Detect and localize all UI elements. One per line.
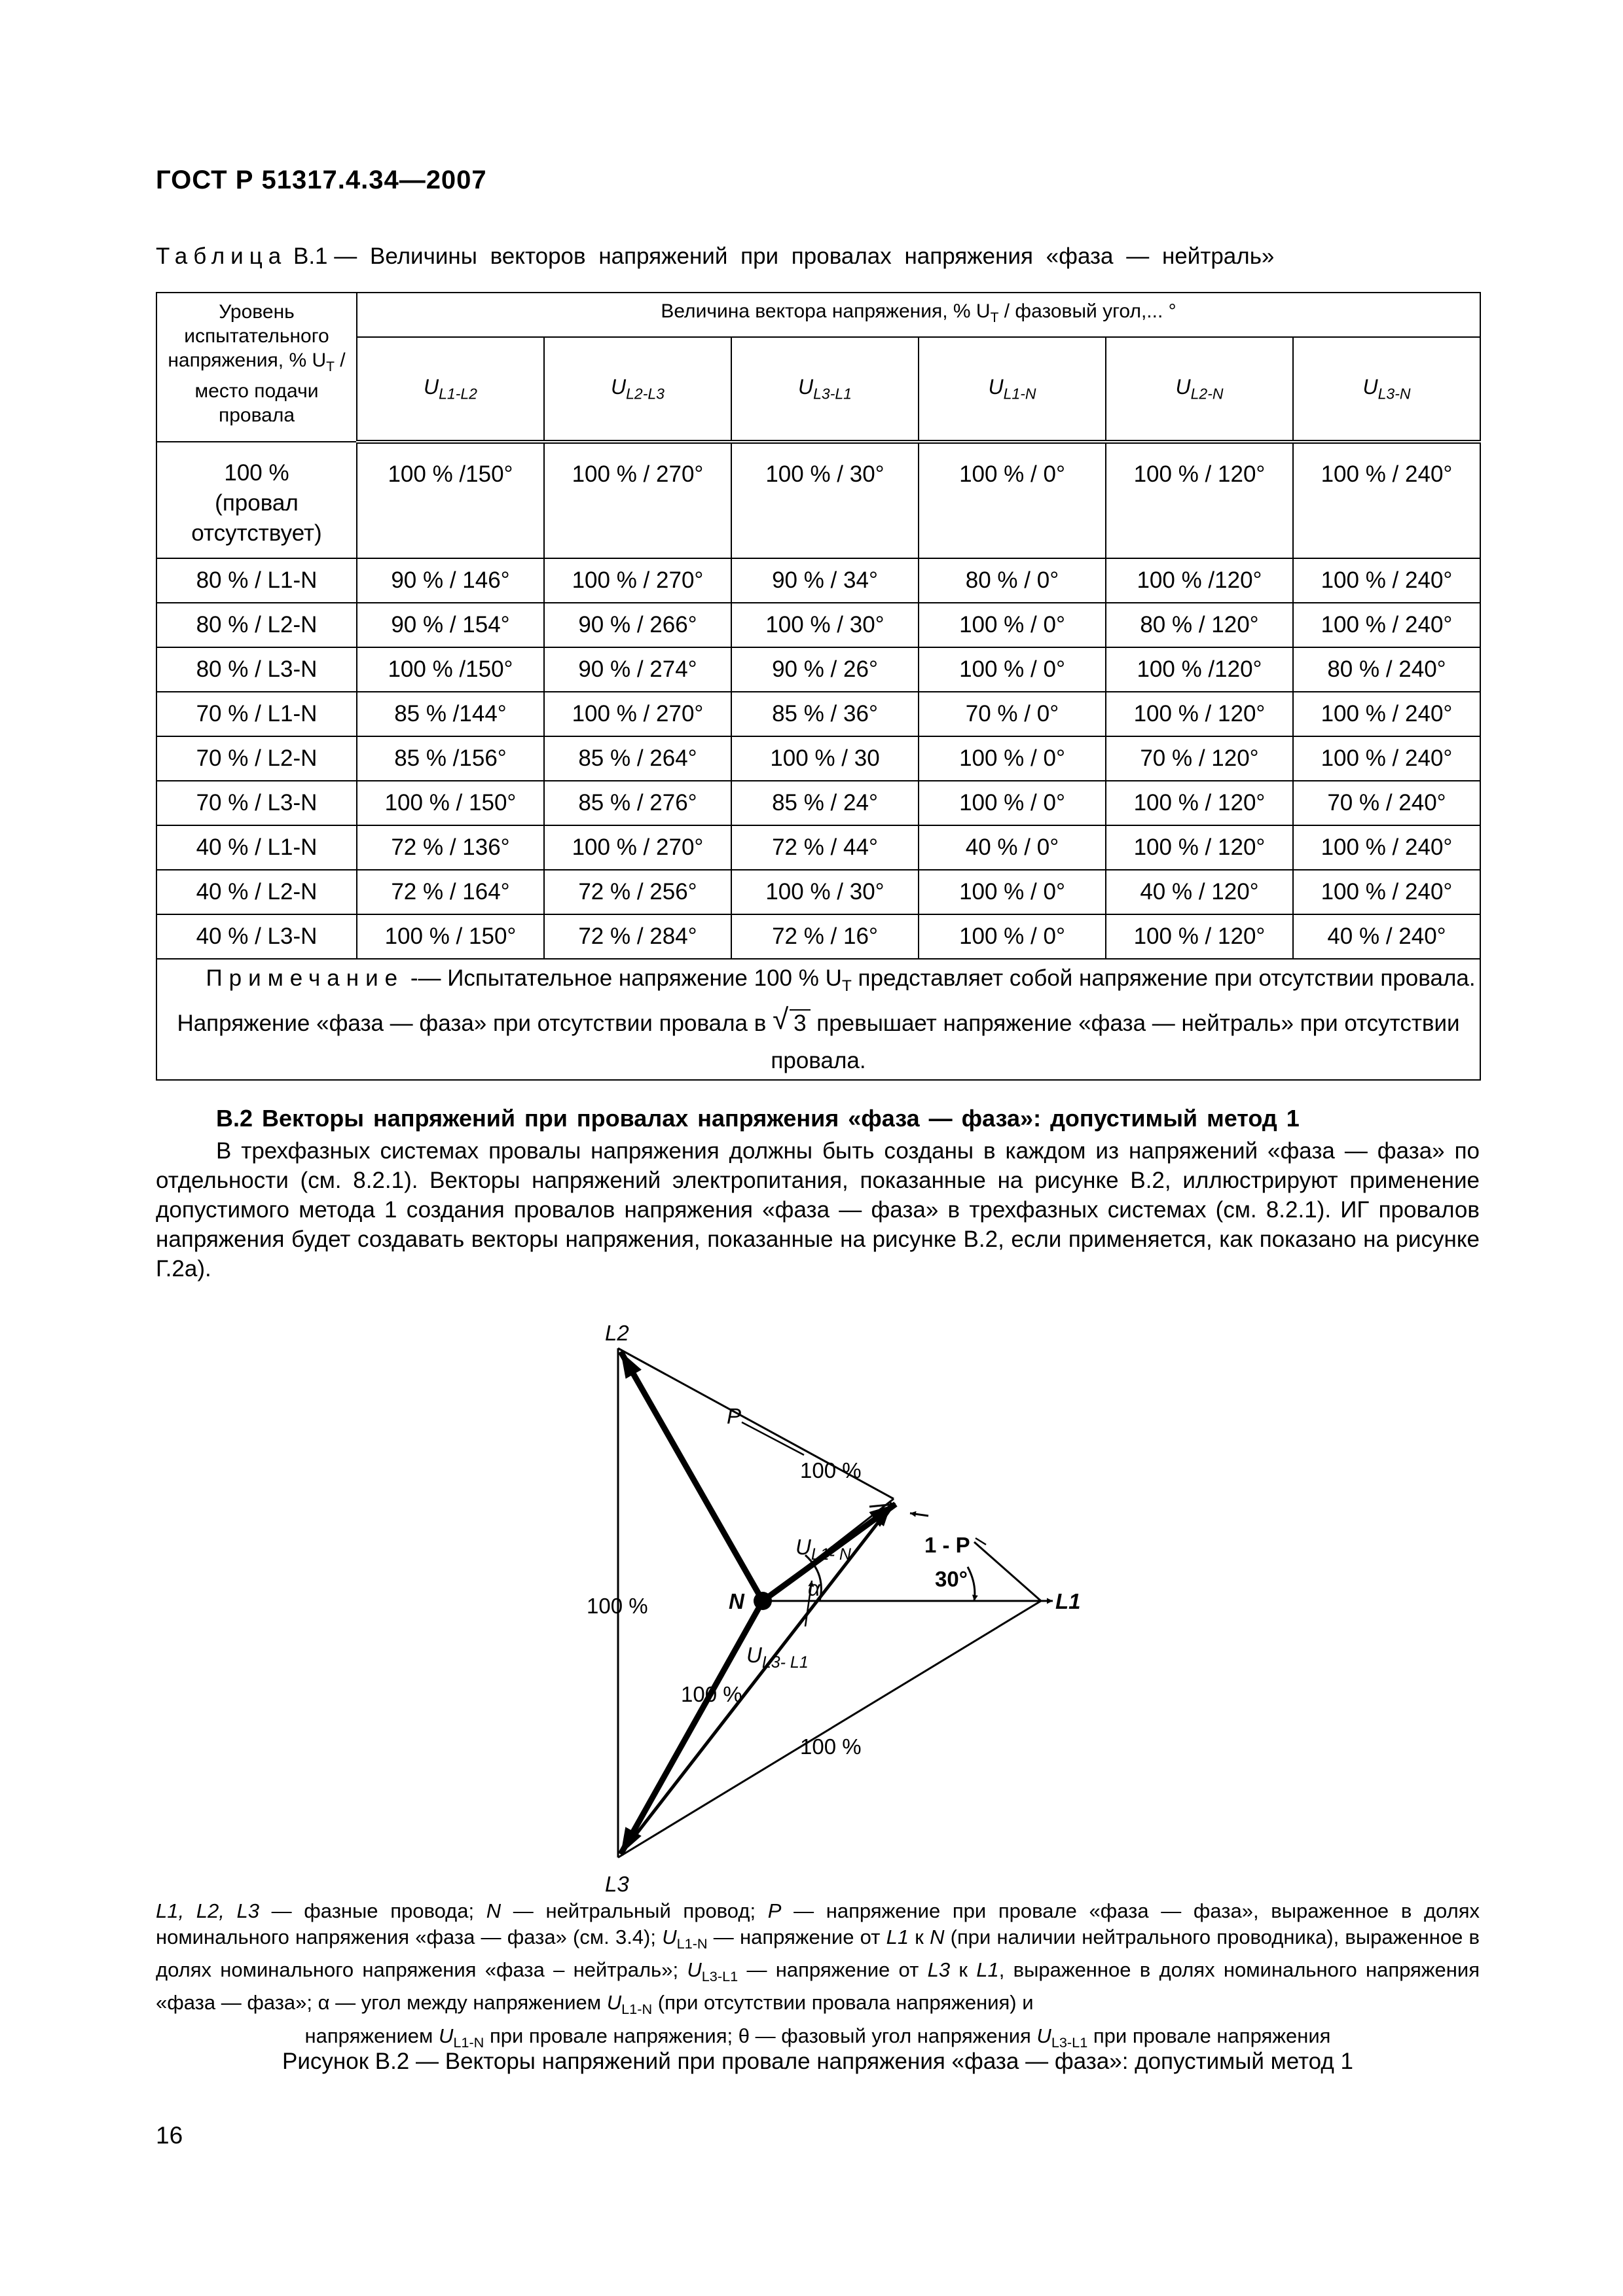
section-paragraph: В трехфазных системах провалы напряжения должны быть созданы в каждом из напряжений «фаза — фаза» по отдельности (см. 8.2.1). Векторы напряжений электропитания, показанные на рисунке В.2, иллюстрируют применение допустимого метода 1 создания провалов напряжения «фаза — фаза» в трехфазных системах (см. 8.2.1). ИГ провалов напряжения будет создавать векторы напряжения, показанные на рисунке В.2, если применяется, как показано на рисунке Г.2а). — [156, 1138, 1480, 1282]
table-caption-label: Таблица — [156, 243, 287, 269]
table-cell: 85 % / 24° — [731, 781, 919, 825]
table-cell: 85 % / 276° — [544, 781, 731, 825]
table-cell: 72 % / 44° — [731, 825, 919, 870]
column-header-4: $U_{L1-N}$ — [919, 337, 1106, 442]
table-cell: 100 % / 120° — [1106, 442, 1293, 558]
label-p: P — [727, 1404, 742, 1428]
sqrt-expression: √ 3 — [773, 1005, 810, 1042]
table-cell: 100 % / 270° — [544, 692, 731, 736]
row-label: 40 % / L1-N — [156, 825, 357, 870]
table-cell: 100 % / 0° — [919, 442, 1106, 558]
table-cell: 70 % / 0° — [919, 692, 1106, 736]
table-cell: 72 % / 136° — [357, 825, 544, 870]
table-cell: 100 % / 240° — [1293, 603, 1480, 647]
row-label: 70 % / L2-N — [156, 736, 357, 781]
marker-arrow-small — [910, 1513, 928, 1516]
table-cell: 85 % / 36° — [731, 692, 919, 736]
table-cell: 100 % / 120° — [1106, 914, 1293, 959]
label-one-minus-p: 1 - P — [924, 1533, 970, 1557]
label-u-l3l1: $U_{L3- L1}$ — [746, 1643, 809, 1672]
table-cell: 100 % / 240° — [1293, 825, 1480, 870]
table-cell: 72 % / 284° — [544, 914, 731, 959]
table-cell: 90 % / 266° — [544, 603, 731, 647]
angle-30-arc — [968, 1567, 975, 1601]
table-cell: 100 % / 270° — [544, 825, 731, 870]
table-cell: 100 % / 30° — [731, 603, 919, 647]
column-header-6: $U_{L3-N}$ — [1293, 337, 1480, 442]
label-u-l1n: $U_{L1- N}$ — [795, 1535, 851, 1564]
table-cell: 100 % / 270° — [544, 442, 731, 558]
column-header-3: $U_{L3-L1}$ — [731, 337, 919, 442]
table-cell: 70 % / 120° — [1106, 736, 1293, 781]
column-header-5: $U_{L2-N}$ — [1106, 337, 1293, 442]
label-pct-left: 100 % — [587, 1594, 648, 1618]
table-cell: 85 % /144° — [357, 692, 544, 736]
table-cell: 100 % / 240° — [1293, 442, 1480, 558]
table-caption-number: В.1 — [293, 243, 328, 269]
table-cell: 100 % / 240° — [1293, 736, 1480, 781]
table-cell: 90 % / 26° — [731, 647, 919, 692]
column-header-1: $U_{L1-L2}$ — [357, 337, 544, 442]
neutral-point — [754, 1592, 772, 1610]
table-cell: 100 % / 120° — [1106, 692, 1293, 736]
label-l3: L3 — [605, 1872, 629, 1896]
table-cell: 40 % / 240° — [1293, 914, 1480, 959]
table-cell: 90 % / 146° — [357, 558, 544, 603]
table-cell: 100 % / 0° — [919, 914, 1106, 959]
label-n: N — [729, 1589, 744, 1613]
table-cell: 100 % / 240° — [1293, 692, 1480, 736]
row-label: 80 % / L2-N — [156, 603, 357, 647]
row-label: 70 % / L1-N — [156, 692, 357, 736]
page-number: 16 — [156, 2122, 183, 2149]
table-cell: 100 % / 0° — [919, 647, 1106, 692]
table-cell: 100 % / 0° — [919, 603, 1106, 647]
table-cell: 40 % / 120° — [1106, 870, 1293, 914]
row-label: 80 % / L1-N — [156, 558, 357, 603]
table-note: Примечание -— Испытательное напряжение 100 % $U_T$ представляет собой напряжение при отсутствии провала. Напряжение «фаза — фаза» при отсутствии провала в √ 3 превышает напряжение «фаза — нейтраль» при отсутствии провала. — [156, 959, 1480, 1080]
label-alpha: α — [808, 1576, 820, 1600]
table-cell: 100 % / 240° — [1293, 558, 1480, 603]
table-cell: 100 % /150° — [357, 442, 544, 558]
label-pct-bottom: 100 % — [800, 1734, 862, 1759]
row-label: 70 % / L3-N — [156, 781, 357, 825]
table-cell: 100 % / 150° — [357, 781, 544, 825]
column-header-2: $U_{L2-L3}$ — [544, 337, 731, 442]
vector-n-l3 — [621, 1601, 763, 1854]
side-l2-l1-lower — [974, 1542, 1041, 1601]
table-cell: 100 % / 120° — [1106, 781, 1293, 825]
table-cell: 40 % / 0° — [919, 825, 1106, 870]
table-cell: 100 % / 30 — [731, 736, 919, 781]
table-cell: 100 % /150° — [357, 647, 544, 692]
table-cell: 100 % / 150° — [357, 914, 544, 959]
table-cell: 72 % / 256° — [544, 870, 731, 914]
table-cell: 85 % / 264° — [544, 736, 731, 781]
figure-caption: Рисунок В.2 — Векторы напряжений при провале напряжения «фаза — фаза»: допустимый метод 1 — [282, 2049, 1353, 2074]
label-l1: L1 — [1055, 1589, 1081, 1613]
table-cell: 90 % / 34° — [731, 558, 919, 603]
side-l3-l1 — [618, 1601, 1041, 1857]
row-label: 80 % / L3-N — [156, 647, 357, 692]
table-cell: 70 % / 240° — [1293, 781, 1480, 825]
document-header: ГОСТ Р 51317.4.34—2007 — [156, 166, 487, 194]
label-angle-30: 30° — [935, 1567, 968, 1591]
row-header-cell: Уровень испытательного напряжения, % $U_T$ / место подачи провала — [156, 293, 357, 442]
table-cell: 100 % / 120° — [1106, 825, 1293, 870]
table-cell: 100 % / 0° — [919, 870, 1106, 914]
leader-p — [742, 1422, 804, 1455]
table-cell: 100 % / 30° — [731, 442, 919, 558]
main-header-cell: Величина вектора напряжения, % $U_T$ / фазовый угол,... ° — [357, 293, 1480, 337]
table-cell: 100 % /120° — [1106, 558, 1293, 603]
row-label: 40 % / L2-N — [156, 870, 357, 914]
row-label-no-dip: 100 % (провал отсутствует) — [156, 442, 357, 558]
table-cell: 100 % / 240° — [1293, 870, 1480, 914]
section-title: В.2 Векторы напряжений при провалах напряжения «фаза — фаза»: допустимый метод 1 — [216, 1105, 1300, 1132]
row-label: 40 % / L3-N — [156, 914, 357, 959]
table-cell: 100 % /120° — [1106, 647, 1293, 692]
table-cell: 90 % / 154° — [357, 603, 544, 647]
label-l2: L2 — [605, 1321, 629, 1345]
table-cell: 80 % / 240° — [1293, 647, 1480, 692]
table-cell: 100 % / 0° — [919, 736, 1106, 781]
figure-legend: L1, L2, L3 — фазные провода; N — нейтральный провод; P — напряжение при провале «фаза — фаза», выраженное в долях номинального напряжения «фаза — фаза» (см. 3.4); $U_{L1-N}$ — напряжение от L1 к N (при наличии нейтрального проводника), выраженное в долях номинального напряжения «фаза – нейтраль»; $U_{L3-L1}$ — напряжение от L3 к L1, выраженное в долях номинального напряжения «фаза — фаза»; α — угол между напряжением $U_{L1-N}$ (при отсутствии провала напряжения) и напряжением $U_{L1-N}$ при провале напряжения; θ — фазовый угол напряжения $U_{L3-L1}$ при провале напряжения — [156, 1899, 1480, 2051]
label-pct-top: 100 % — [800, 1458, 862, 1482]
label-pct-lower-mid: 100 % — [681, 1682, 742, 1706]
table-cell: 72 % / 16° — [731, 914, 919, 959]
table-cell: 80 % / 120° — [1106, 603, 1293, 647]
table-cell: 80 % / 0° — [919, 558, 1106, 603]
table-cell: 100 % / 270° — [544, 558, 731, 603]
table-cell: 85 % /156° — [357, 736, 544, 781]
table-cell: 100 % / 30° — [731, 870, 919, 914]
table-caption-text: — Величины векторов напряжений при провалах напряжения «фаза — нейтраль» — [334, 243, 1275, 269]
table-cell: 72 % / 164° — [357, 870, 544, 914]
table-cell: 90 % / 274° — [544, 647, 731, 692]
table-cell: 100 % / 0° — [919, 781, 1106, 825]
